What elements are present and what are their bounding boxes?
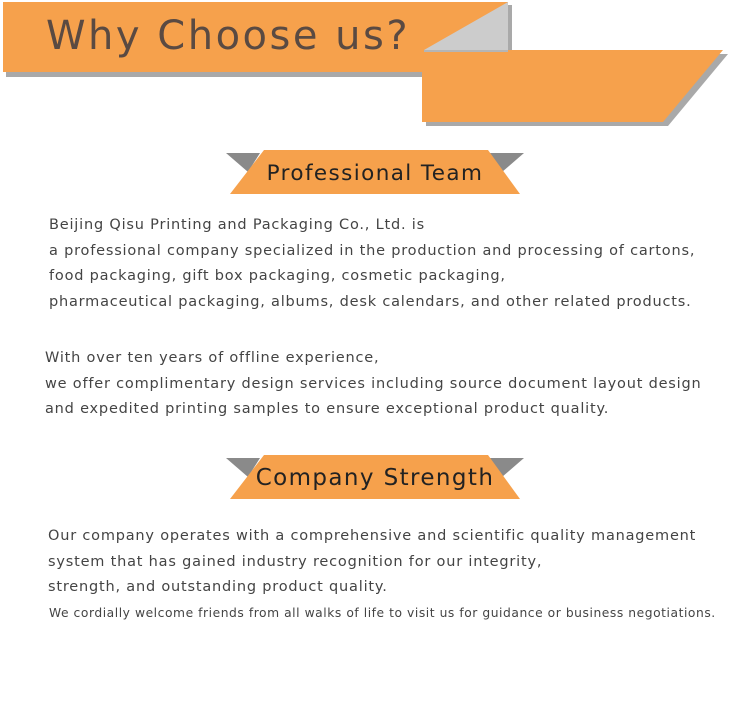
text-line: a professional company specialized in the production and processing of cartons, [49, 242, 696, 259]
text-line: With over ten years of offline experience, [45, 350, 380, 366]
text-line: Our company operates with a comprehensive and scientific quality management [48, 528, 697, 544]
paragraph-experience [45, 346, 702, 423]
page-title: Why Choose us? [46, 13, 411, 59]
welcome-note: We cordially welcome friends from all walks of life to visit us for guidance or business negotiations. [49, 606, 716, 620]
text-line: we offer complimentary design services including source document layout design [45, 375, 702, 392]
section-heading-professional-team: Professional Team [266, 161, 484, 186]
text-line: food packaging, gift box packaging, cosmetic packaging, [49, 268, 506, 284]
text-line: strength, and outstanding product quality. [48, 579, 388, 595]
section-heading-company-strength: Company Strength [255, 465, 495, 491]
text-line: Beijing Qisu Printing and Packaging Co., Ltd. is [49, 217, 425, 233]
text-line: system that has gained industry recognition for our integrity, [48, 553, 543, 570]
text-line: pharmaceutical packaging, albums, desk calendars, and other related products. [49, 293, 692, 310]
text-line: and expedited printing samples to ensure exceptional product quality. [45, 401, 610, 417]
paragraph-company-strength [48, 524, 696, 601]
paragraph-company-intro [49, 213, 695, 315]
